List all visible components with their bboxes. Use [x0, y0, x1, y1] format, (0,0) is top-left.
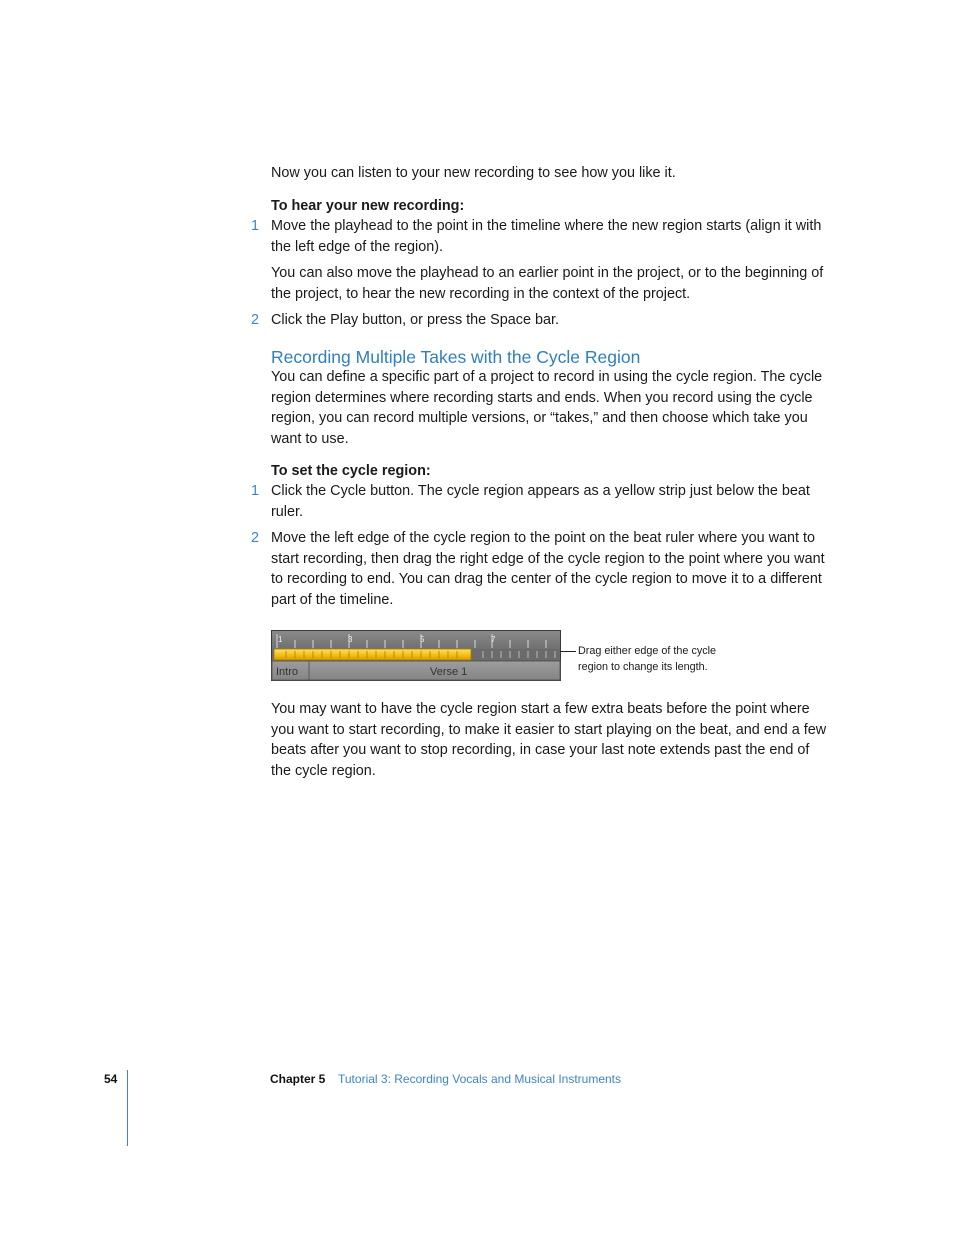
footer-rule [127, 1070, 128, 1146]
section-heading: Recording Multiple Takes with the Cycle Region [271, 347, 641, 367]
footer-title: Tutorial 3: Recording Vocals and Musical Instruments [338, 1072, 622, 1086]
hear-step-2-text: Click the Play button, or press the Space bar. [271, 312, 559, 328]
set-step-2-text: Move the left edge of the cycle region to the point on the beat ruler where you want to start recording, then drag the right edge of the cycle region to the point where you want to recording to end. You can drag the center of the cycle region to move it to a different part of the timeline. [271, 530, 825, 608]
set-step-1-text: Click the Cycle button. The cycle region appears as a yellow strip just below the beat ruler. [271, 483, 810, 520]
ruler-label-1: 1 [278, 635, 283, 644]
hear-step-1-number: 1 [251, 218, 260, 234]
region-verse-label: Verse 1 [430, 666, 468, 678]
cycle-region-figure [271, 630, 561, 681]
closing-paragraph: You may want to have the cycle region start a few extra beats before the point where you want to start recording, to make it easier to start playing on the beat, and end a few beats after you want to stop recording, in case your last note extends past the end of the cycle region. [271, 701, 827, 779]
ruler-label-3: 3 [348, 635, 353, 644]
page-number: 54 [104, 1072, 118, 1086]
hear-step-2-number: 2 [251, 312, 260, 328]
set-cycle-heading: To set the cycle region: [271, 463, 431, 479]
hear-step-1-text: Move the playhead to the point in the timeline where the new region starts (align it with the left edge of the region). [271, 218, 822, 255]
set-step-2-number: 2 [251, 530, 260, 546]
region-intro-label: Intro [276, 666, 299, 678]
section-body: You can define a specific part of a project to record in using the cycle region. The cycle region determines where recording starts and ends. When you record using the cycle region, you can record multiple versions, or “takes,” and then choose which take you want to use. [271, 369, 823, 447]
hear-step-1-note: You can also move the playhead to an earlier point in the project, or to the beginning of the project, to hear the new recording in the context of the project. [271, 265, 824, 302]
figure-callout: Drag either edge of the cycle region to change its length. [578, 645, 717, 673]
ruler-label-7: 7 [491, 635, 496, 644]
ruler-label-5: 5 [420, 635, 425, 644]
callout-leader-line [560, 651, 576, 652]
intro-paragraph: Now you can listen to your new recording to see how you like it. [271, 165, 676, 181]
hear-recording-heading: To hear your new recording: [271, 198, 465, 214]
footer-chapter: Chapter 5 [270, 1072, 326, 1086]
set-step-1-number: 1 [251, 483, 260, 499]
cycle-region[interactable] [274, 649, 471, 660]
